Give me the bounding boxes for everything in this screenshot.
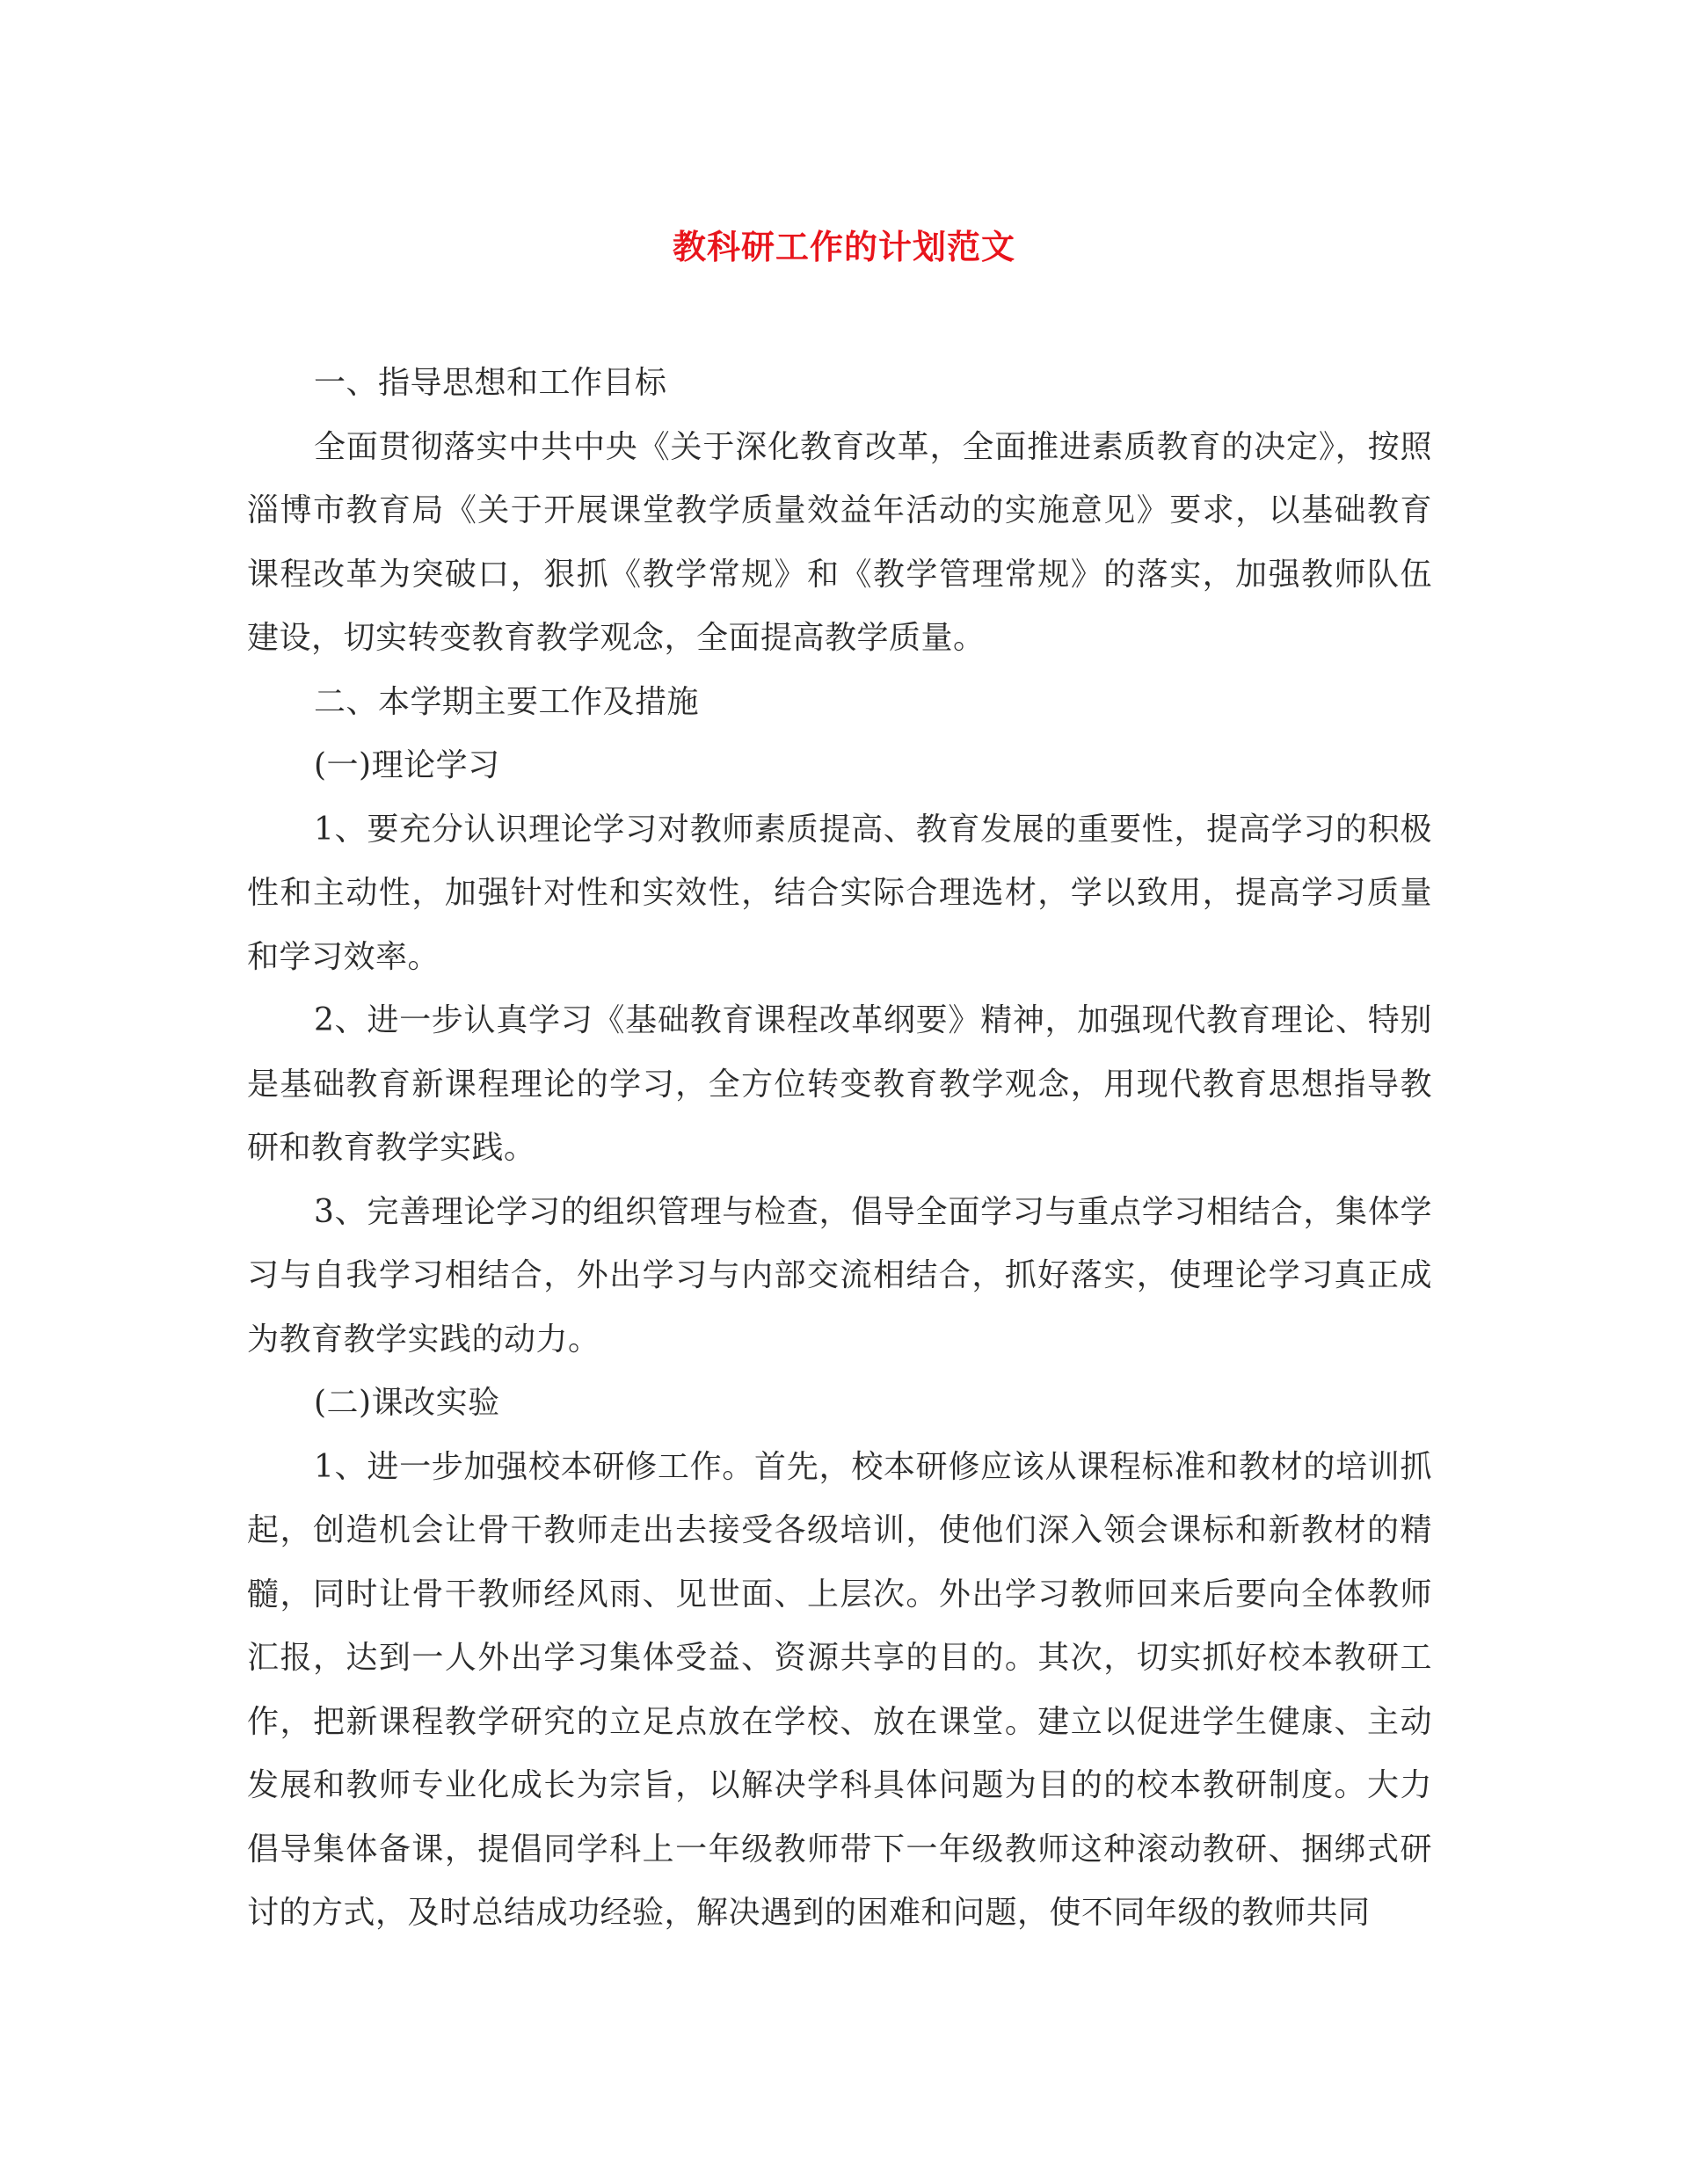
paragraph-guiding-thought: 全面贯彻落实中共中央《关于深化教育改革，全面推进素质教育的决定》，按照淄博市教育局《关于开展课堂教学质量效益年活动的实施意见》要求，以基础教育课程改革为突破口，狠抓《教学常规》和《教学管理常规》的落实，加强教师队伍建设，切实转变教育教学观念，全面提高教学质量。 [247,428,1432,656]
paragraph-theory-1: 1、要充分认识理论学习对教师素质提高、教育发展的重要性，提高学习的积极性和主动性，加强针对性和实效性，结合实际合理选材，学以致用，提高学习质量和学习效率。 [247,811,1432,975]
subsection-heading-theory-study: (一)理论学习 [314,747,500,783]
paragraph-reform-1: 1、进一步加强校本研修工作。首先，校本研修应该从课程标准和教材的培训抓起，创造机会让骨干教师走出去接受各级培训，使他们深入领会课标和新教材的精髓，同时让骨干教师经风雨、见世面、上层次。外出学习教师回来后要向全体教师汇报，达到一人外出学习集体受益、资源共享的目的。其次，切实抓好校本教研工作，把新课程教学研究的立足点放在学校、放在课堂。建立以促进学生健康、主动发展和教师专业化成长为宗旨，以解决学科具体问题为目的的校本教研制度。大力倡导集体备课，提倡同学科上一年级教师带下一年级教师这种滚动教研、捆绑式研讨的方式，及时总结成功经验，解决遇到的困难和问题，使不同年级的教师共同 [247,1448,1432,1931]
section-heading-main-work: 二、本学期主要工作及措施 [314,683,700,720]
document-body [247,352,1432,1946]
paragraph-theory-2: 2、进一步认真学习《基础教育课程改革纲要》精神，加强现代教育理论、特别是基础教育新课程理论的学习，全方位转变教育教学观念，用现代教育思想指导教研和教育教学实践。 [247,1002,1432,1166]
document-title: 教科研工作的计划范文 [672,227,1015,266]
section-heading-guiding-thought: 一、指导思想和工作目标 [314,365,667,401]
paragraph-theory-3: 3、完善理论学习的组织管理与检查，倡导全面学习与重点学习相结合，集体学习与自我学习相结合，外出学习与内部交流相结合，抓好落实，使理论学习真正成为教育教学实践的动力。 [247,1193,1432,1358]
subsection-heading-curriculum-reform: (二)课改实验 [314,1385,500,1421]
